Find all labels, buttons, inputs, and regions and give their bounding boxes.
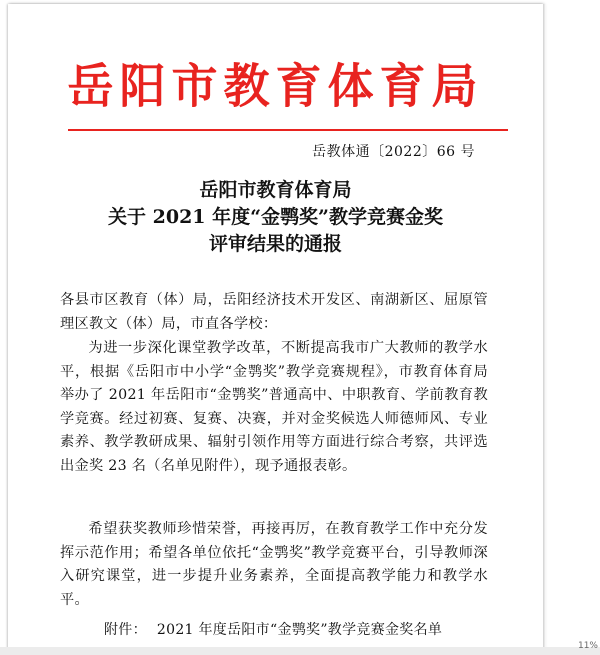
- body-paragraph-1: 为进一步深化课堂教学改革，不断提高我市广大教师的教学水平，根据《岳阳市中小学“金鹗奖”教学竞赛规程》，市教育体育局举办了 2021 年岳阳市“金鹗奖”普通高中、中职教育、学前教育教学竞赛。经过初赛、复赛、决赛，并对金奖候选人师德师风、专业素养、教学教研成果、辐射引领作用等方面进行综合考察，共评选出金奖 23 名（名单见附件），现予通报表彰。: [60, 340, 488, 474]
- attachment-line: [104, 620, 442, 640]
- attachment-label: 附件：: [104, 622, 147, 638]
- body-paragraph-2: 希望获奖教师珍惜荣誉，再接再厉，在教育教学工作中充分发挥示范作用；希望各单位依托“金鹗奖”教学竞赛平台，引导教师深入研究课堂，进一步提升业务素养，全面提高教学能力和教学水平。: [60, 521, 488, 608]
- title-line-2: 关于 2021 年度“金鹗奖”教学竞赛金奖: [108, 206, 443, 228]
- document-page: [8, 4, 543, 655]
- viewer-bottom-bar: [0, 647, 600, 655]
- issuing-agency-header: 岳阳市教育体育局: [67, 58, 484, 114]
- zoom-level[interactable]: 11%: [577, 641, 598, 651]
- attachment-title: 2021 年度岳阳市“金鹗奖”教学竞赛金奖名单: [156, 622, 443, 638]
- title-line-1: 岳阳市教育体育局: [199, 179, 352, 201]
- title-line-3: 评审结果的通报: [208, 233, 342, 255]
- document-number: 岳教体通〔2022〕66 号: [312, 144, 475, 160]
- salutation: 各县市区教育（体）局，岳阳经济技术开发区、南湖新区、屈原管理区教文（体）局，市直各学校：: [60, 292, 488, 332]
- red-divider-line: [68, 129, 508, 131]
- page-edge-shadow: [543, 4, 546, 655]
